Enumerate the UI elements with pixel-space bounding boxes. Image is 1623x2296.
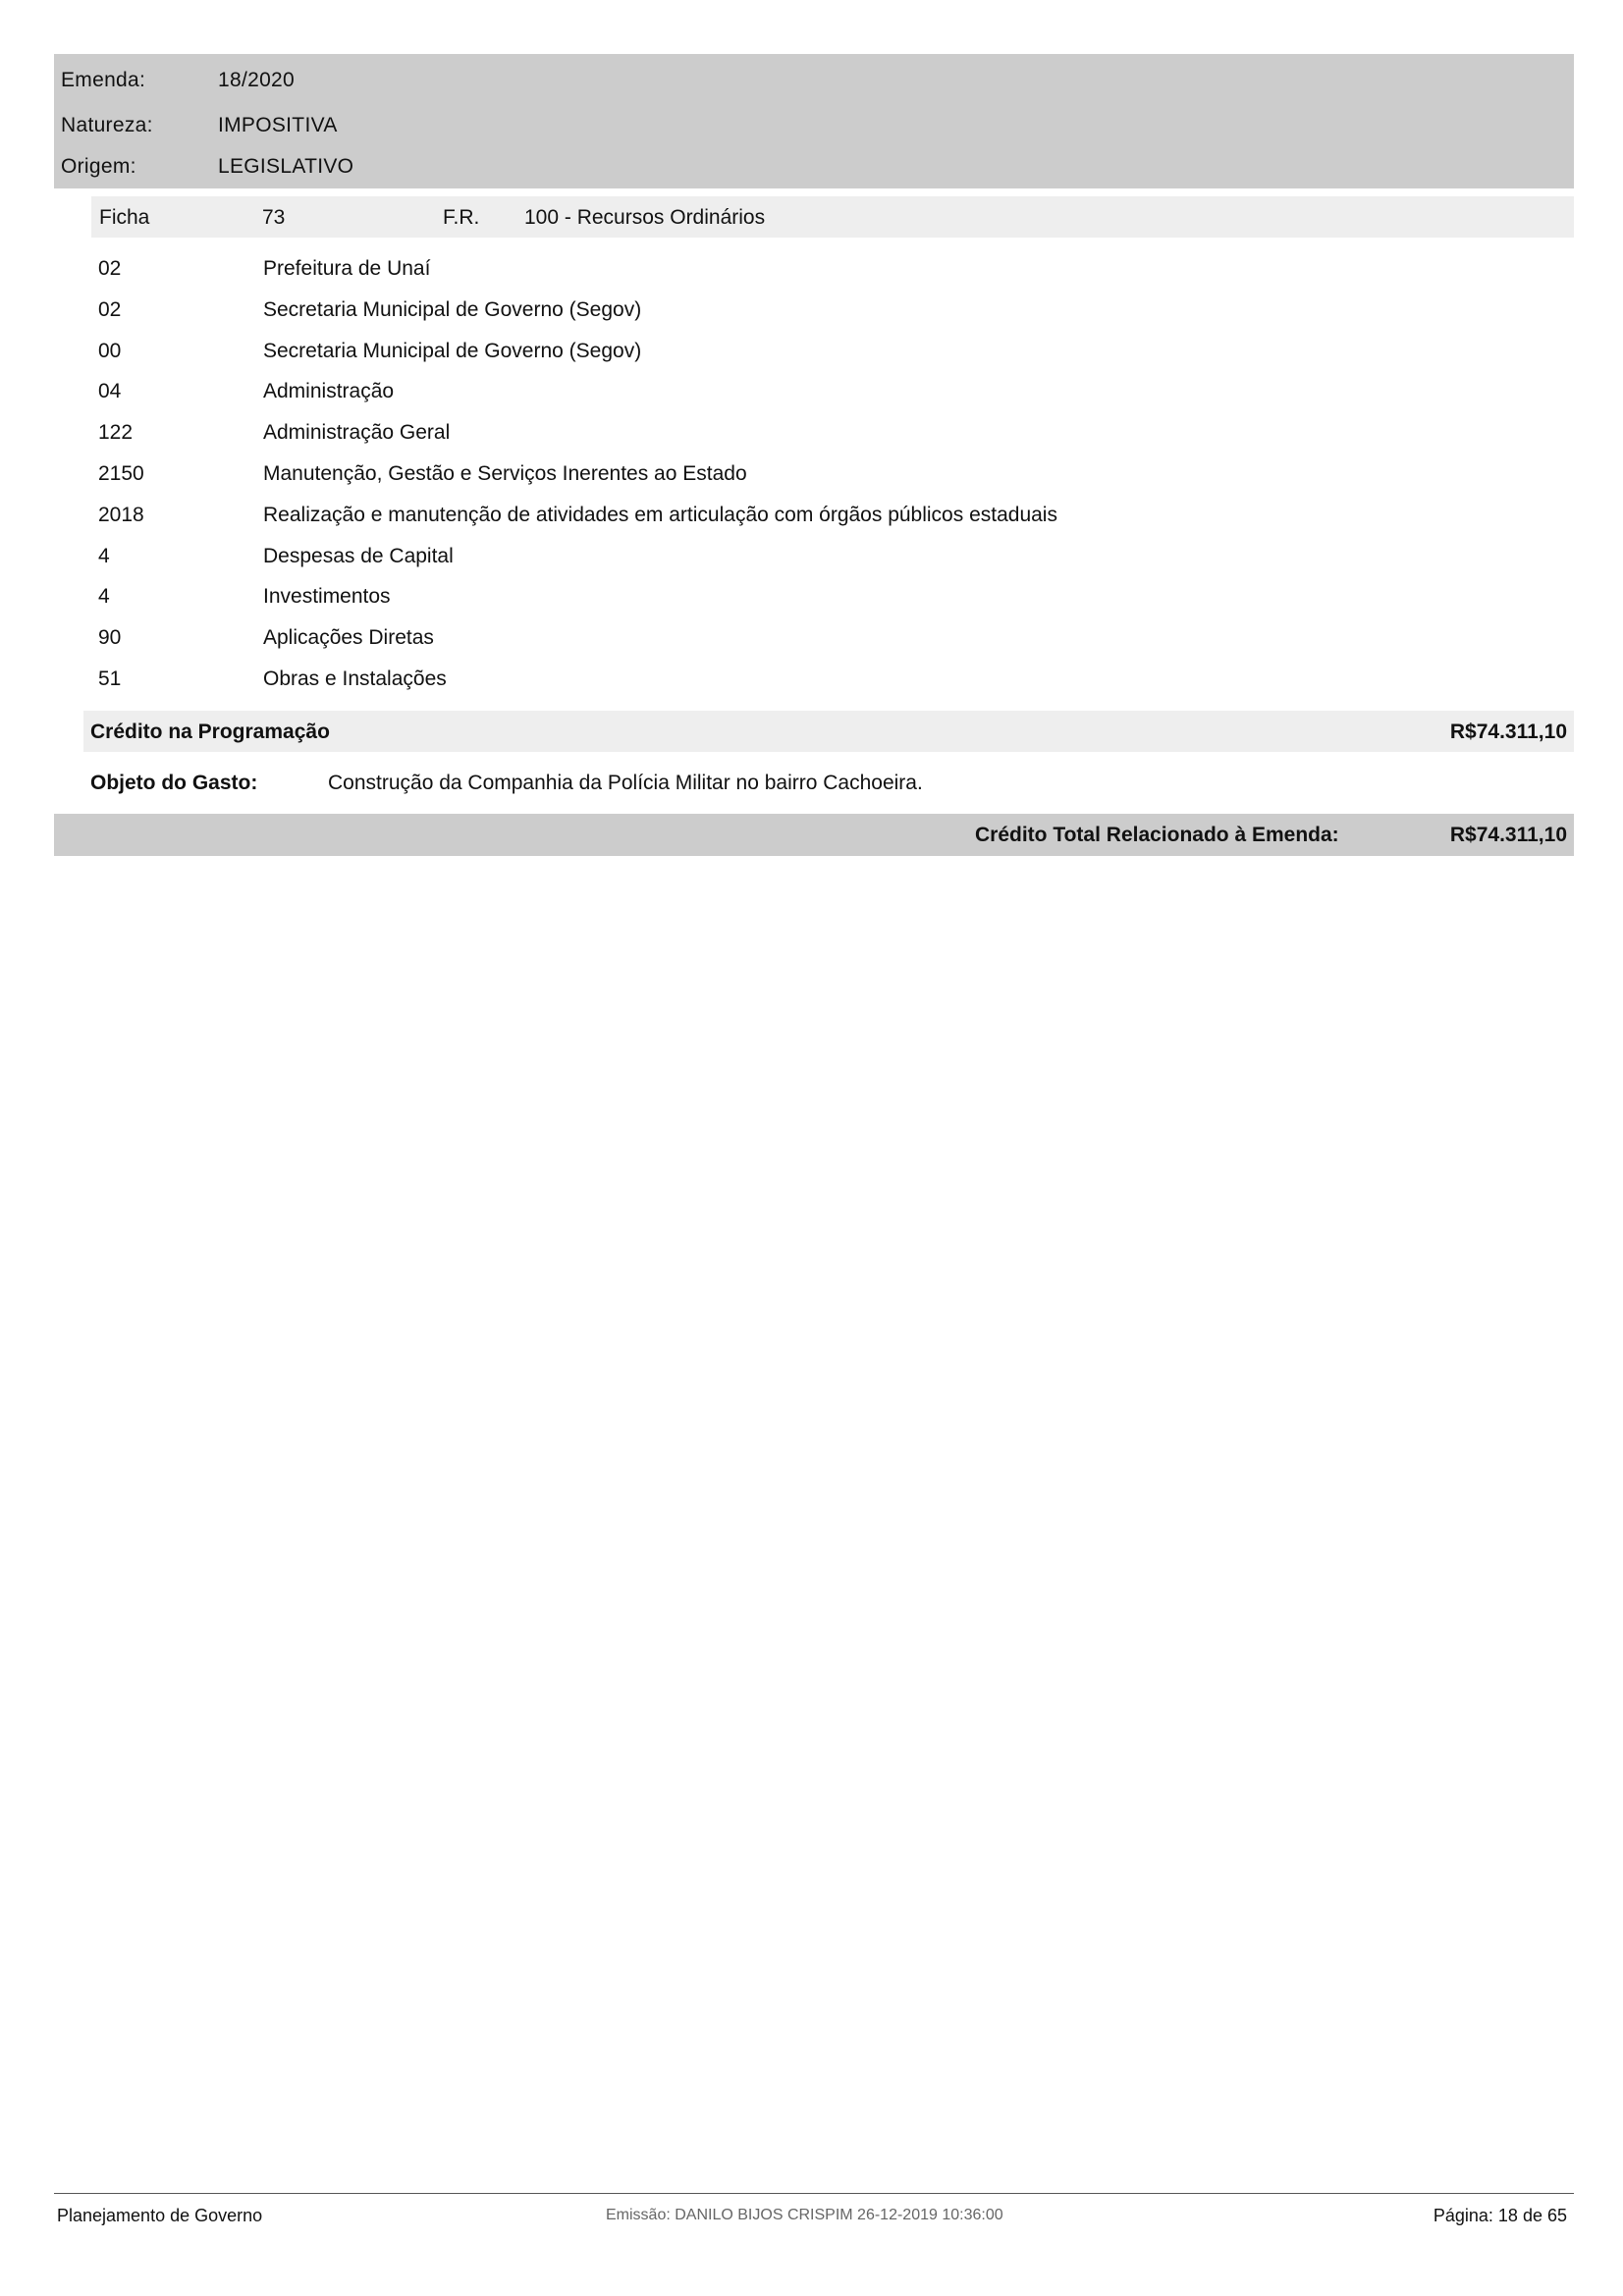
classification-code: 02 [98,257,122,280]
classification-row [98,622,1473,664]
footer-department: Planejamento de Governo [57,2206,263,2225]
ficha-row [91,196,1574,238]
classification-description: Investimentos [263,585,391,609]
classification-description: Obras e Instalações [263,667,447,690]
classification-row [98,253,1473,294]
credito-programacao-label: Crédito na Programação [90,721,330,743]
credito-programacao-row [83,711,1574,752]
classification-row [98,294,1473,336]
classification-code: 04 [98,380,122,403]
credito-total-row [54,814,1574,856]
classification-row [98,541,1473,582]
emenda-label: Emenda: [61,69,146,91]
classification-code: 4 [98,585,110,609]
footer-page-number: Página: 18 de 65 [1433,2206,1567,2225]
classification-code: 4 [98,544,110,567]
classification-code: 02 [98,297,122,321]
footer-emission: Emissão: DANILO BIJOS CRISPIM 26-12-2019 10:36:00 [606,2207,1003,2223]
footer-divider [54,2193,1574,2194]
ficha-label: Ficha [99,206,150,229]
objeto-gasto-value: Construção da Companhia da Polícia Militar no bairro Cachoeira. [328,772,923,794]
classification-row [98,458,1473,500]
classification-code: 122 [98,421,134,445]
classification-description: Manutenção, Gestão e Serviços Inerentes ao Estado [263,461,747,485]
classification-code: 51 [98,667,122,690]
classification-row [98,417,1473,458]
classification-code: 00 [98,339,122,362]
emenda-value: 18/2020 [218,69,296,91]
classification-description: Administração Geral [263,421,451,445]
credito-programacao-value: R$74.311,10 [1449,721,1567,743]
credito-total-label: Crédito Total Relacionado à Emenda: [975,824,1339,846]
classification-description: Prefeitura de Unaí [263,257,431,280]
classification-description: Secretaria Municipal de Governo (Segov) [263,339,642,362]
classification-list [98,253,1473,705]
classification-row [98,664,1473,705]
classification-description: Despesas de Capital [263,544,454,567]
classification-code: 90 [98,626,122,650]
origem-value: LEGISLATIVO [218,155,354,178]
classification-row [98,581,1473,622]
classification-row [98,376,1473,417]
classification-description: Aplicações Diretas [263,626,434,650]
classification-code: 2150 [98,461,144,485]
classification-description: Administração [263,380,395,403]
classification-row [98,336,1473,377]
objeto-gasto-label: Objeto do Gasto: [90,772,258,794]
classification-description: Realização e manutenção de atividades em articulação com órgãos públicos estaduais [263,503,1057,526]
fr-value: 100 - Recursos Ordinários [524,206,766,229]
classification-description: Secretaria Municipal de Governo (Segov) [263,297,642,321]
natureza-label: Natureza: [61,114,153,136]
fr-label: F.R. [443,206,480,229]
ficha-number: 73 [262,206,286,229]
classification-code: 2018 [98,503,144,526]
natureza-value: IMPOSITIVA [218,114,338,136]
origem-label: Origem: [61,155,136,178]
credito-total-value: R$74.311,10 [1449,824,1567,846]
classification-row [98,500,1473,541]
